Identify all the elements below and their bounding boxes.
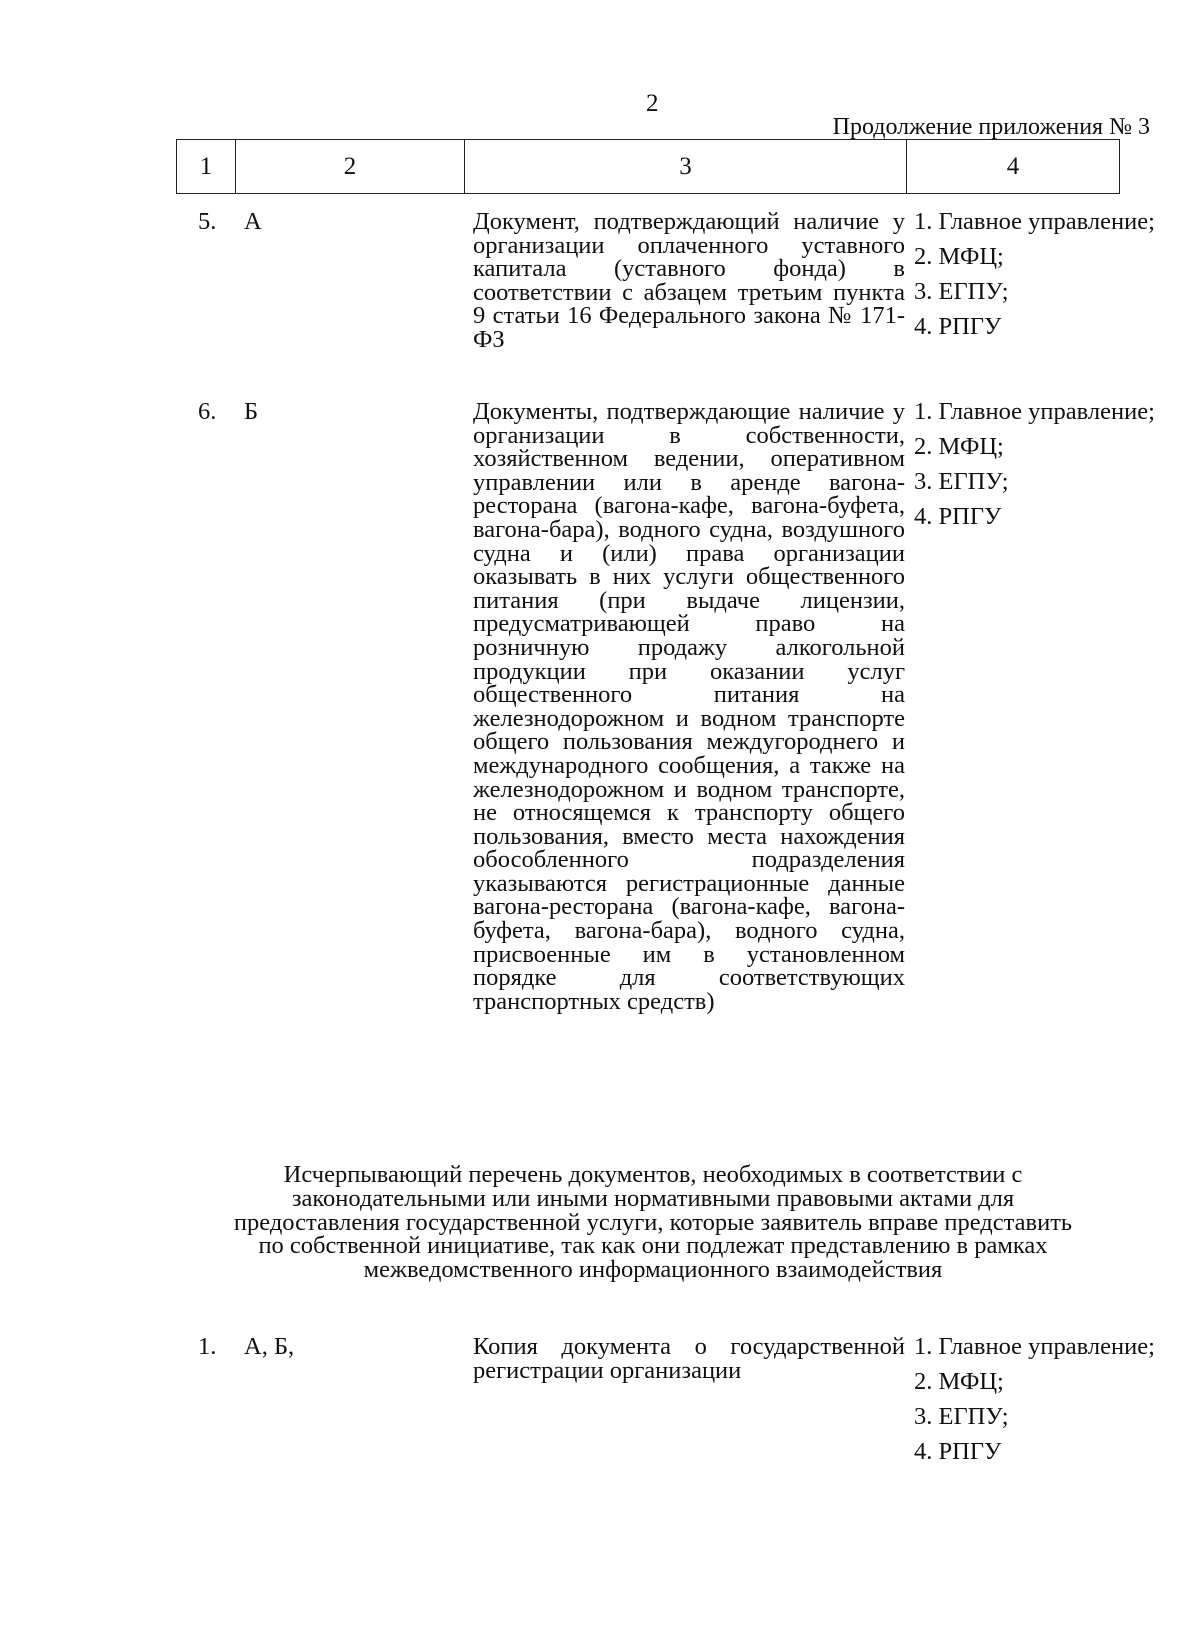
submission-place: 1. Главное управление;: [914, 1333, 1155, 1360]
row-category: А: [244, 208, 262, 235]
submission-place: 3. ЕГПУ;: [914, 278, 1009, 305]
row-category: А, Б,: [244, 1333, 295, 1360]
row-document: Документы, подтверждающие наличие у организации в собственности, хозяйственном ведении, оперативном управлении или в аренде вагона-ресторана (вагона-кафе, вагона-буфета, вагона-бара), водного судна, воздушного судна и (или) права организации оказывать в них услуги общественного питания (при выдаче лицензии, предусматривающей право на розничную продажу алкогольной продукции при оказании услуг общественного питания на железнодорожном и водном транспорте общего пользования междугороднего и международного сообщения, а также на железнодорожном и водном транспорте, не относящемся к транспорту общего пользования, вместо места нахождения обособленного подразделения указываются регистрационные данные вагона-ресторана (вагона-кафе, вагона-буфета, вагона-бара), водного судна, присвоенные им в установленном порядке для соответствующих транспортных средств): [473, 398, 905, 1015]
submission-place: 2. МФЦ;: [914, 433, 1004, 460]
row-document: Документ, подтверждающий наличие у организации оплаченного уставного капитала (уставного фонда) в соответствии с абзацем третьим пункта 9 статьи 16 Федерального закона № 171-ФЗ: [473, 208, 905, 353]
submission-place: 2. МФЦ;: [914, 243, 1004, 270]
submission-place: 4. РПГУ: [914, 503, 1002, 530]
header-col-1: 1: [199, 152, 213, 180]
header-col-3: 3: [464, 140, 906, 193]
header-col-4: 4: [906, 140, 1119, 193]
row-category: Б: [244, 398, 259, 425]
page-number: 2: [646, 90, 659, 117]
submission-place: 1. Главное управление;: [914, 208, 1155, 235]
submission-place: 3. ЕГПУ;: [914, 1403, 1009, 1430]
row-number: 5.: [198, 208, 217, 235]
row-number: 6.: [198, 398, 217, 425]
section-heading: Исчерпывающий перечень документов, необходимых в соответствии с законодательными или иными нормативными правовыми актами для предоставления государственной услуги, которые заявитель вправе представить по собственной инициативе, так как они подлежат представлению в рамках межведомственного информационного взаимодействия: [233, 1161, 1073, 1284]
continuation-label: Продолжение приложения № 3: [832, 114, 1150, 140]
submission-place: 4. РПГУ: [914, 313, 1002, 340]
submission-place: 2. МФЦ;: [914, 1368, 1004, 1395]
row-submission-places: [914, 210, 1184, 350]
row-submission-places: [914, 400, 1184, 540]
submission-place: 4. РПГУ: [914, 1438, 1002, 1465]
submission-place: 3. ЕГПУ;: [914, 468, 1009, 495]
row-number: 1.: [198, 1333, 217, 1360]
row-document: Копия документа о государственной регистрации организации: [473, 1333, 905, 1384]
header-col-2: 2: [235, 140, 464, 193]
row-submission-places: [914, 1335, 1184, 1475]
table-header: [176, 139, 1120, 194]
submission-place: 1. Главное управление;: [914, 398, 1155, 425]
